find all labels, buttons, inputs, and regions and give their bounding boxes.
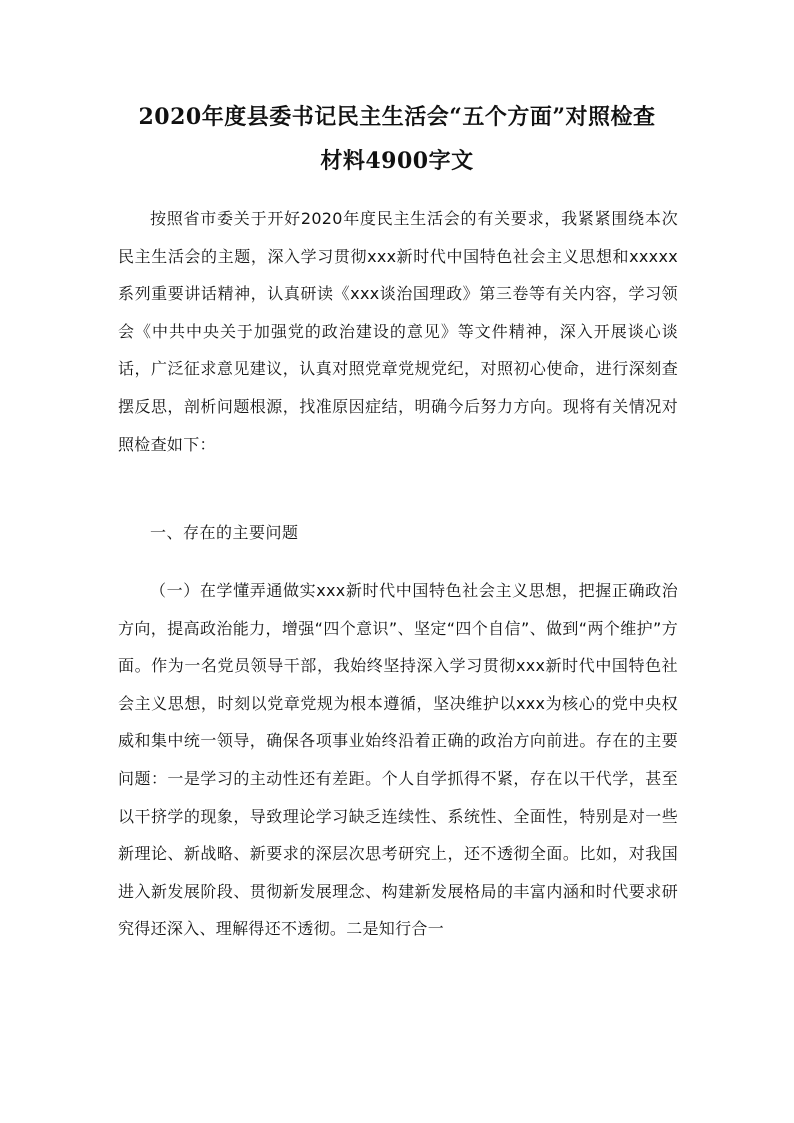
document-title-line-2: 材料4900字文 (320, 148, 474, 174)
intro-paragraph: 按照省市委关于开好2020年度民主生活会的有关要求，我紧紧围绕本次民主生活会的主题，深入学习贯彻xxx新时代中国特色社会主义思想和xxxxx系列重要讲话精神，认真研读《xxx谈治国理政》第三卷等有关内容，学习领会《中共中央关于加强党的政治建设的意见》等文件精神，深入开展谈心谈话，广泛征求意见建议，认真对照党章党规党纪，对照初心使命，进行深刻查摆反思，剖析问题根源，找准原因症结，明确今后努力方向。现将有关情况对照检查如下： (118, 209, 678, 454)
document-title-line-1: 2020年度县委书记民主生活会“五个方面”对照检查 (138, 104, 656, 130)
section-heading-problems: 一、存在的主要问题 (150, 523, 299, 542)
section-paragraph-1: （一）在学懂弄通做实xxx新时代中国特色社会主义思想，把握正确政治方向，提高政治能力，增强“四个意识”、坚定“四个自信”、做到“两个维护”方面。作为一名党员领导干部，我始终坚持深入学习贯彻xxx新时代中国特色社会主义思想，时刻以党章党规为根本遵循，坚决维护以xxx为核心的党中央权威和集中统一领导，确保各项事业始终沿着正确的政治方向前进。存在的主要问题：一是学习的主动性还有差距。个人自学抓得不紧，存在以干代学，甚至以干挤学的现象，导致理论学习缺乏连续性、系统性、全面性，特别是对一些新理论、新战略、新要求的深层次思考研究上，还不透彻全面。比如，对我国进入新发展阶段、贯彻新发展理念、构建新发展格局的丰富内涵和时代要求研究得还深入、理解得还不透彻。二是知行合一 (118, 581, 678, 939)
